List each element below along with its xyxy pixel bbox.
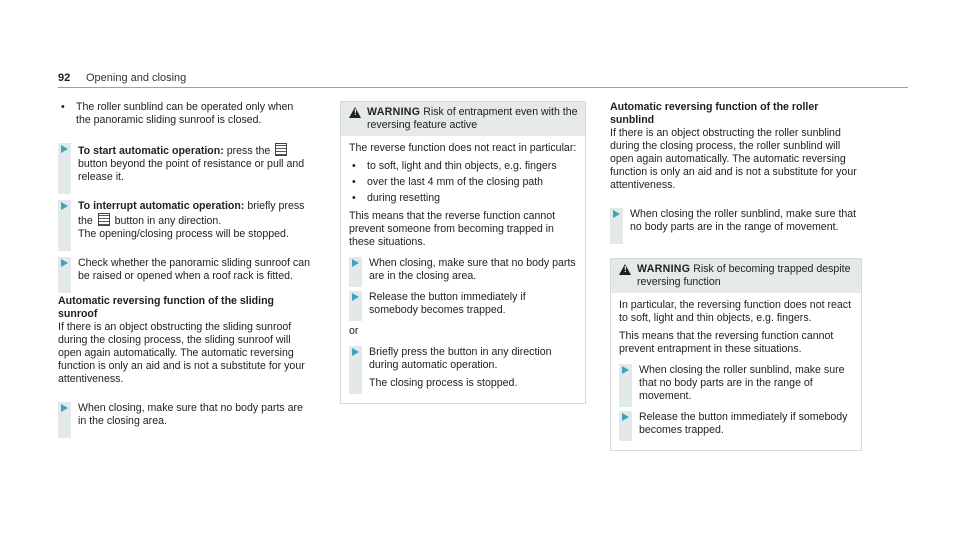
arrow-icon bbox=[352, 293, 359, 301]
page-header bbox=[58, 0, 908, 92]
sunblind-button-icon bbox=[98, 213, 110, 226]
bullet-icon: • bbox=[352, 176, 356, 188]
column-middle bbox=[340, 101, 586, 404]
step-text: press the bbox=[223, 145, 274, 157]
step-text: Check whether the panoramic sliding sunroof can be raised or opened when a roof rack is fitted. bbox=[78, 257, 311, 282]
arrow-icon bbox=[622, 366, 629, 374]
warning-body bbox=[611, 293, 861, 450]
list-item bbox=[349, 176, 577, 189]
step-text: The closing process is stopped. bbox=[369, 377, 518, 389]
bullet-icon: • bbox=[352, 160, 356, 172]
warning-box bbox=[340, 101, 586, 404]
step-label: To start automatic operation: bbox=[78, 145, 224, 157]
instruction-step bbox=[349, 257, 577, 283]
step-text: When closing, make sure that no body parts are in the closing area. bbox=[78, 402, 303, 427]
paragraph: The reverse function does not react in particular: bbox=[349, 142, 577, 154]
instruction-step bbox=[610, 208, 862, 234]
arrow-icon bbox=[352, 259, 359, 267]
warning-label: WARNING bbox=[367, 106, 421, 118]
paragraph: If there is an object obstructing the sliding sunroof during the closing process, the sliding sunroof will open again automatically. The automatic reversing function is only an aid and is not a substitute for your attentiveness. bbox=[58, 321, 305, 385]
list-item bbox=[58, 101, 310, 127]
page-number: 92 bbox=[58, 72, 71, 84]
list-item bbox=[349, 160, 577, 173]
page-title: Opening and closing bbox=[86, 72, 187, 84]
bullet-icon: • bbox=[352, 192, 356, 204]
warning-header bbox=[341, 102, 585, 136]
step-text: button beyond the point of resistance or pull and release it. bbox=[78, 158, 305, 183]
section-heading: Automatic reversing function of the roller sunblind bbox=[610, 101, 819, 126]
warning-title: Risk of becoming trapped despite reversing function bbox=[637, 263, 851, 288]
paragraph: This means that the reversing function cannot prevent entrapment in these situations. bbox=[619, 330, 834, 355]
step-text: button in any direction. bbox=[111, 215, 222, 227]
arrow-icon bbox=[61, 202, 68, 210]
step-text: The opening/closing process will be stopped. bbox=[78, 228, 289, 240]
paragraph: If there is an object obstructing the roller sunblind during the closing process, the roller sunblind will open again automatically. The automatic reversing function is only an aid and is not a substitute for your attentiveness. bbox=[610, 127, 857, 191]
step-text: briefly press the bbox=[78, 200, 305, 227]
instruction-step bbox=[58, 200, 310, 241]
step-text: When closing, make sure that no body parts are in the closing area. bbox=[369, 257, 576, 282]
step-text: Briefly press the button in any direction during automatic operation. bbox=[369, 346, 552, 371]
instruction-step bbox=[619, 411, 853, 437]
paragraph: This means that the reverse function cannot prevent someone from becoming trapped in these situations. bbox=[349, 210, 556, 248]
instruction-step bbox=[58, 402, 310, 428]
section-heading: Automatic reversing function of the sliding sunroof bbox=[58, 295, 275, 320]
step-text: When closing the roller sunblind, make sure that no body parts are in the range of movement. bbox=[639, 364, 845, 402]
or-label: or bbox=[349, 325, 359, 337]
instruction-step bbox=[619, 364, 853, 403]
bullet-text: The roller sunblind can be operated only when the panoramic sliding sunroof is closed. bbox=[76, 101, 294, 126]
warning-triangle-icon: ! bbox=[349, 107, 361, 118]
sunblind-button-icon bbox=[275, 143, 287, 156]
arrow-icon bbox=[352, 348, 359, 356]
column-right bbox=[610, 101, 862, 451]
arrow-icon bbox=[613, 210, 620, 218]
bullet-text: over the last 4 mm of the closing path bbox=[367, 176, 544, 188]
instruction-step bbox=[58, 257, 310, 283]
instruction-step bbox=[58, 143, 310, 184]
list-item bbox=[349, 192, 577, 205]
instruction-step bbox=[349, 291, 577, 317]
step-text: When closing the roller sunblind, make sure that no body parts are in the range of movement. bbox=[630, 208, 857, 233]
column-left bbox=[58, 101, 310, 428]
warning-title: Risk of entrapment even with the reversing feature active bbox=[367, 106, 578, 131]
warning-box bbox=[610, 258, 862, 451]
step-text: Release the button immediately if somebody becomes trapped. bbox=[639, 411, 848, 436]
bullet-text: to soft, light and thin objects, e.g. fingers bbox=[367, 160, 557, 172]
warning-body bbox=[341, 136, 585, 403]
warning-label: WARNING bbox=[637, 263, 691, 275]
step-label: To interrupt automatic operation: bbox=[78, 200, 245, 212]
arrow-icon bbox=[61, 259, 68, 267]
warning-triangle-icon: ! bbox=[619, 264, 631, 275]
arrow-icon bbox=[61, 404, 68, 412]
warning-header bbox=[611, 259, 861, 293]
step-text: Release the button immediately if somebody becomes trapped. bbox=[369, 291, 526, 316]
bullet-text: during resetting bbox=[367, 192, 441, 204]
paragraph: In particular, the reversing function does not react to soft, light and thin objects, e.g. fingers. bbox=[619, 299, 852, 324]
arrow-icon bbox=[61, 145, 68, 153]
instruction-step bbox=[349, 346, 577, 390]
header-rule bbox=[58, 87, 908, 88]
arrow-icon bbox=[622, 413, 629, 421]
bullet-icon: • bbox=[61, 101, 65, 113]
